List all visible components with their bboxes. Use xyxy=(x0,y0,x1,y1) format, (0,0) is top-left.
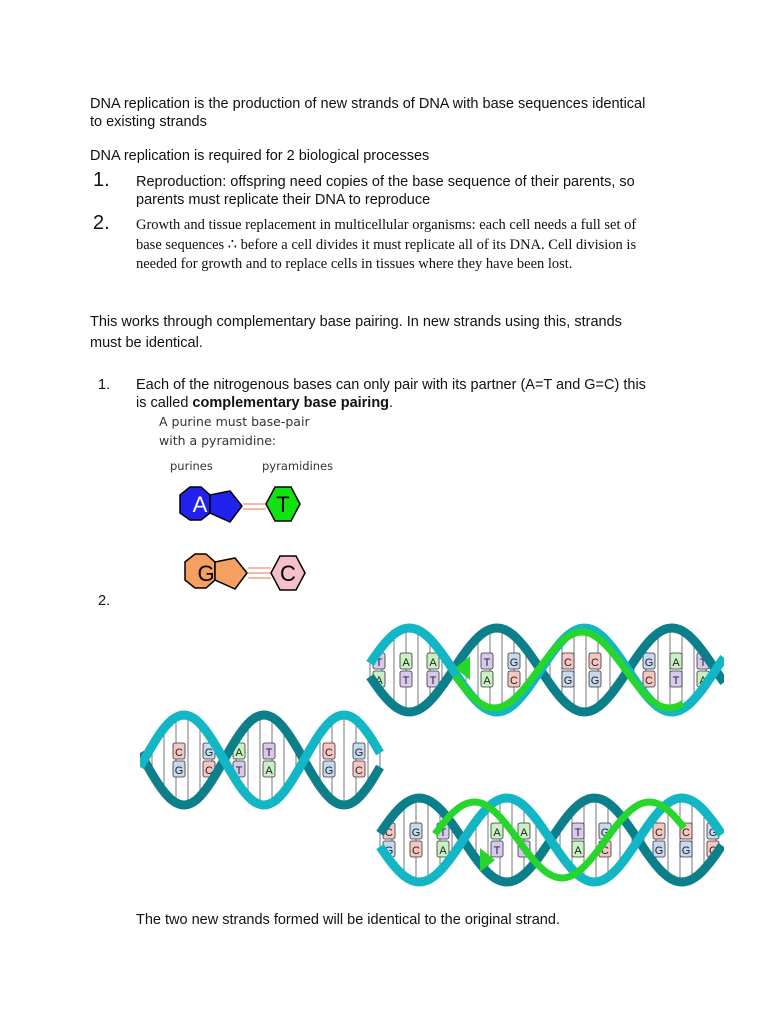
intro-line-2: to existing strands xyxy=(90,114,207,130)
base-letter: G xyxy=(411,827,421,839)
base-letter: A xyxy=(235,747,243,759)
base-letter: G xyxy=(204,747,214,759)
list1-item-2 xyxy=(136,216,636,275)
base-pair-caption xyxy=(159,412,310,450)
base-letter: G xyxy=(384,845,394,857)
base-letter: T xyxy=(375,657,383,669)
list2-item-1 xyxy=(136,376,646,412)
adenine-pentagon xyxy=(210,491,242,522)
list2-item-1-line2 xyxy=(136,394,646,412)
intro-line-1: DNA replication is the production of new strands of DNA with base sequences identical xyxy=(90,96,646,112)
list1-item-1-line2: parents must replicate their DNA to reproduce xyxy=(136,192,431,208)
base-letter: A xyxy=(520,827,528,839)
base-letter: G xyxy=(708,827,718,839)
lower-new-strand xyxy=(435,802,684,878)
base-letter: C xyxy=(682,827,690,839)
list2-number-2: 2. xyxy=(98,593,111,609)
base-letter: C xyxy=(591,657,599,669)
works-text xyxy=(90,312,622,354)
base-letter: A xyxy=(483,675,491,687)
base-letter: C xyxy=(385,827,393,839)
base-letter: C xyxy=(645,675,653,687)
works-line-2: must be identical. xyxy=(90,335,203,351)
intro-text xyxy=(90,95,645,131)
base-letter: A xyxy=(439,845,447,857)
pyramidines-label: pyramidines xyxy=(262,459,334,473)
base-letter: T xyxy=(265,747,273,759)
base-letter: T xyxy=(699,657,707,669)
base-letter: G xyxy=(354,747,364,759)
base-letter: T xyxy=(520,845,528,857)
conclusion-text: The two new strands formed will be identical to the original strand. xyxy=(136,912,560,928)
base-letter: T xyxy=(439,827,447,839)
base-letter: T xyxy=(672,675,680,687)
bold-term: complementary base pairing xyxy=(192,395,390,411)
purines-label: purines xyxy=(170,459,213,473)
base-letter: T xyxy=(402,675,410,687)
base-letter: G xyxy=(681,845,691,857)
list1-item-2-line3: needed for growth and to replace cells in tissues where they have been lost. xyxy=(136,256,573,272)
base-letter: A xyxy=(672,657,680,669)
works-line-1: This works through complementary base pairing. In new strands using this, strands xyxy=(90,314,622,330)
list1-item-2-line1: Growth and tissue replacement in multicellular organisms: each cell needs a full set of xyxy=(136,217,637,233)
base-letter: C xyxy=(709,845,717,857)
guanine-pentagon xyxy=(215,558,247,589)
upper-daughter-helix-front-strand xyxy=(370,628,724,712)
base-pair-diagram xyxy=(170,480,320,605)
caption-line-2: with a pyramidine: xyxy=(159,433,277,448)
base-letter: T xyxy=(429,675,437,687)
base-letter: C xyxy=(325,747,333,759)
base-letter: C xyxy=(510,675,518,687)
base-letter: G xyxy=(174,765,184,777)
guanine-label: G xyxy=(197,561,215,586)
base-letter: C xyxy=(175,747,183,759)
base-letter: C xyxy=(564,657,572,669)
base-letter: G xyxy=(324,765,334,777)
base-letter: G xyxy=(563,675,573,687)
upper-daughter-helix-back-strand xyxy=(370,628,724,712)
base-letter: A xyxy=(493,827,501,839)
list1-item-1 xyxy=(136,173,635,209)
base-letter: T xyxy=(235,765,243,777)
base-letter: T xyxy=(574,827,582,839)
base-letter: G xyxy=(590,675,600,687)
base-letter: C xyxy=(601,845,609,857)
list1-item-2-line2: base sequences ∴ before a cell divides it must replicate all of its DNA. Cell division is xyxy=(136,236,637,253)
base-letter: A xyxy=(375,675,383,687)
line2-prefix: is called xyxy=(136,395,193,411)
base-letter: G xyxy=(654,845,664,857)
thymine-label: T xyxy=(276,492,290,517)
list1-number-1: 1. xyxy=(93,169,110,191)
list2-number-1: 1. xyxy=(98,377,111,393)
base-letter: A xyxy=(402,657,410,669)
base-letter: A xyxy=(265,765,273,777)
base-letter: G xyxy=(509,657,519,669)
base-letter: A xyxy=(574,845,582,857)
adenine-label: A xyxy=(192,492,208,517)
base-letter: A xyxy=(429,657,437,669)
base-letter: C xyxy=(655,827,663,839)
line2-suffix: . xyxy=(389,395,394,411)
base-letter: C xyxy=(412,845,420,857)
base-letter: T xyxy=(483,657,491,669)
cytosine-label: C xyxy=(280,561,296,586)
dna-replication-illustration xyxy=(140,610,724,910)
list2-item-1-line1: Each of the nitrogenous bases can only pair with its partner (A=T and G=C) this xyxy=(136,377,646,393)
caption-line-1: A purine must base-pair xyxy=(159,414,310,429)
base-letter: C xyxy=(355,765,363,777)
base-letter: A xyxy=(699,675,707,687)
base-letter: G xyxy=(644,657,654,669)
list1-item-1-line1: Reproduction: offspring need copies of the base sequence of their parents, so xyxy=(136,174,635,190)
required-heading: DNA replication is required for 2 biological processes xyxy=(90,148,430,164)
base-letter: C xyxy=(205,765,213,777)
base-letter: T xyxy=(493,845,501,857)
list1-number-2: 2. xyxy=(93,212,110,234)
base-letter: G xyxy=(600,827,610,839)
